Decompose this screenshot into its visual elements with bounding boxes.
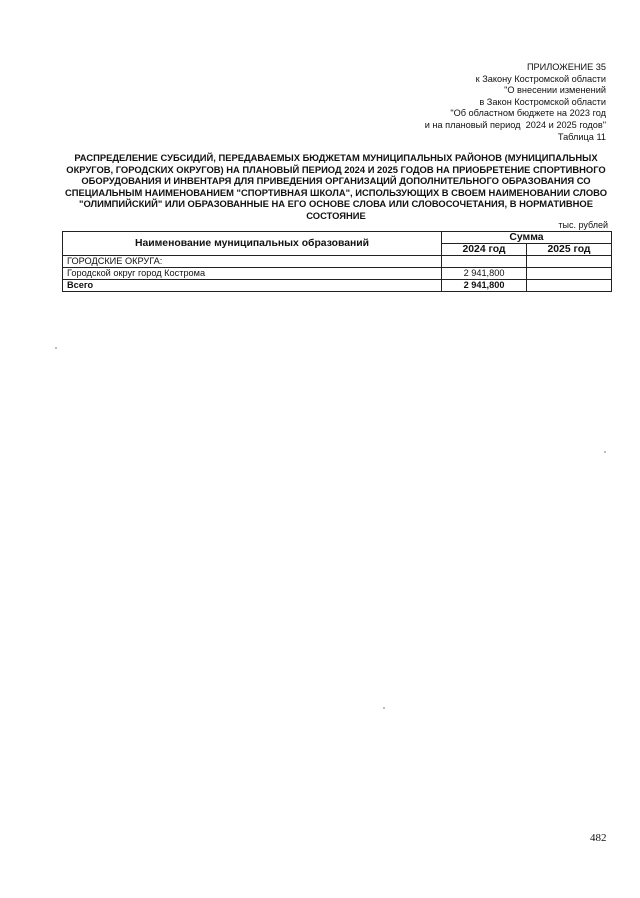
appendix-line: "О внесении изменений — [504, 85, 606, 96]
cell-empty — [442, 256, 527, 268]
table-row — [63, 256, 612, 268]
table-row — [63, 268, 612, 280]
scan-speck — [55, 347, 57, 349]
page-number: 482 — [590, 832, 607, 844]
header-sum: Сумма — [442, 232, 612, 244]
section-label: ГОРОДСКИЕ ОКРУГА: — [63, 256, 442, 268]
row-value-2025 — [527, 268, 612, 280]
appendix-line: в Закон Костромской области — [479, 96, 606, 107]
total-value-2024: 2 941,800 — [442, 280, 527, 292]
units-label: тыс. рублей — [558, 220, 608, 230]
scan-speck — [604, 451, 606, 453]
header-name: Наименование муниципальных образований — [63, 232, 442, 256]
appendix-line: к Закону Костромской области — [475, 73, 606, 84]
header-year-2024: 2024 год — [442, 244, 527, 256]
document-title: РАСПРЕДЕЛЕНИЕ СУБСИДИЙ, ПЕРЕДАВАЕМЫХ БЮДЖЕТАМ МУНИЦИПАЛЬНЫХ РАЙОНОВ (МУНИЦИПАЛЬНЫХ ОКРУГОВ, ГОРОДСКИХ ОКРУГОВ) НА ПЛАНОВЫЙ ПЕРИОД 2024 И 2025 ГОДОВ НА ПРИОБРЕТЕНИЕ СПОРТИВНОГО ОБОРУДОВАНИЯ И ИНВЕНТАРЯ ДЛЯ ПРИВЕДЕНИЯ ОРГАНИЗАЦИЙ ДОПОЛНИТЕЛЬНОГО ОБРАЗОВАНИЯ СО СПЕЦИАЛЬНЫМ НАИМЕНОВАНИЕМ "СПОРТИВНАЯ ШКОЛА", ИСПОЛЬЗУЮЩИХ В СВОЕМ НАИМЕНОВАНИИ СЛОВО "ОЛИМПИЙСКИЙ" ИЛИ ОБРАЗОВАННЫЕ НА ЕГО ОСНОВЕ СЛОВА ИЛИ СЛОВОСОЧЕТАНИЯ, В НОРМАТИВНОЕ СОСТОЯНИЕ — [64, 152, 608, 221]
row-name: Городской округ город Кострома — [63, 268, 442, 280]
table-header-row — [63, 232, 612, 244]
appendix-line: Таблица 11 — [557, 131, 606, 142]
row-value-2024: 2 941,800 — [442, 268, 527, 280]
table-total-row — [63, 280, 612, 292]
appendix-heading — [425, 62, 606, 143]
subsidy-table — [62, 231, 612, 292]
total-value-2025 — [527, 280, 612, 292]
total-label: Всего — [63, 280, 442, 292]
header-year-2025: 2025 год — [527, 244, 612, 256]
appendix-line: "Об областном бюджете на 2023 год — [450, 108, 606, 119]
appendix-line: ПРИЛОЖЕНИЕ 35 — [526, 62, 606, 72]
cell-empty — [527, 256, 612, 268]
scan-speck — [383, 707, 385, 709]
appendix-line: и на плановый период 2024 и 2025 годов" — [424, 119, 606, 130]
